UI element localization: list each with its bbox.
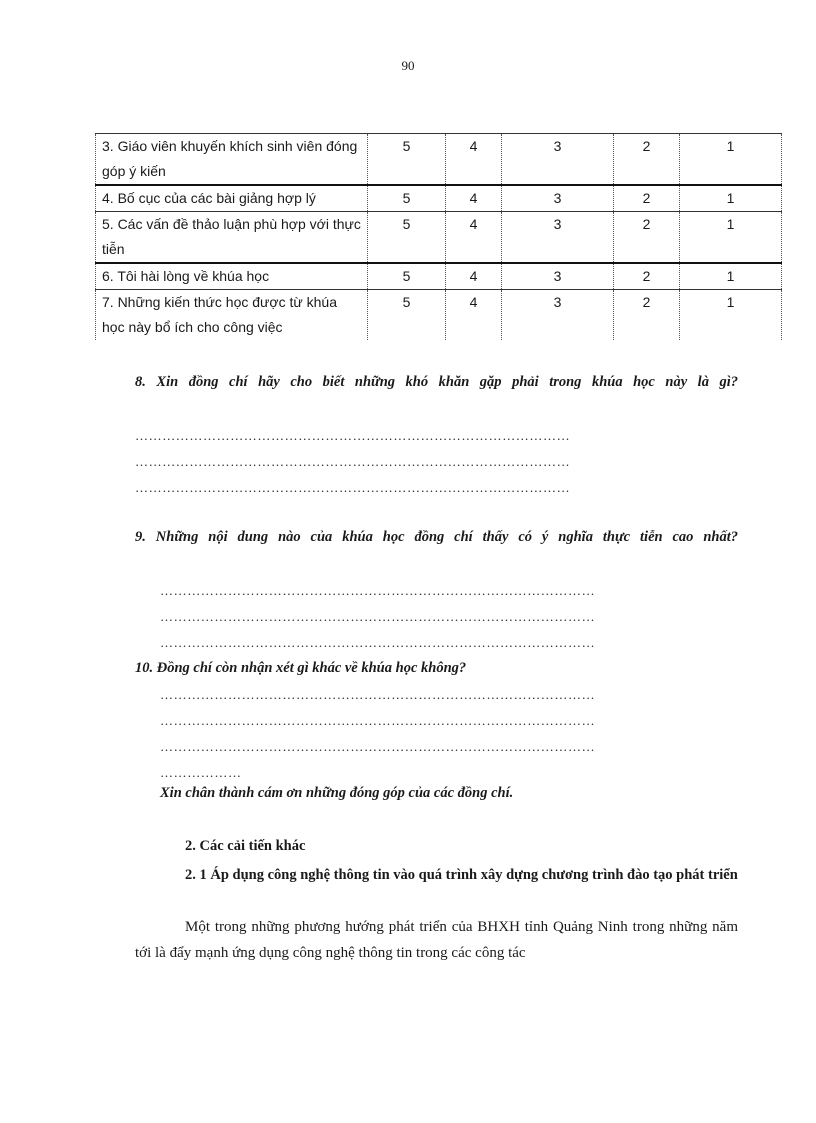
row-label: 6. Tôi hài lòng về khúa học <box>96 263 368 290</box>
row-label: 7. Những kiến thức học được từ khúa học này bổ ích cho công việc <box>96 290 368 341</box>
answer-line[interactable]: …………………………………………………………………………………… <box>160 687 596 702</box>
thank-you-note: Xin chân thành cám ơn những đóng góp của các đồng chí. <box>160 785 514 801</box>
score-cell: 4 <box>446 185 502 212</box>
score-cell: 4 <box>446 212 502 264</box>
answer-line[interactable]: …………………………………………………………………………………… <box>135 428 571 443</box>
table-row <box>96 290 782 341</box>
score-cell: 4 <box>446 134 502 186</box>
score-cell: 1 <box>680 212 782 264</box>
answer-line[interactable]: …………………………………………………………………………………… <box>160 609 596 624</box>
table-row <box>96 212 782 264</box>
row-label: 4. Bố cục của các bài giảng hợp lý <box>96 185 368 212</box>
paragraph-text: Một trong những phương hướng phát triển của BHXH tỉnh Quảng Ninh trong những năm tới là đẩy mạnh ứng dụng công nghệ thông tin trong các công tác <box>135 919 738 961</box>
answer-line[interactable]: …………………………………………………………………………………… <box>160 739 596 754</box>
score-cell: 5 <box>368 263 446 290</box>
score-cell: 2 <box>614 290 680 341</box>
score-cell: 3 <box>502 212 614 264</box>
score-cell: 5 <box>368 212 446 264</box>
table-row <box>96 185 782 212</box>
row-label: 5. Các vấn đề thảo luận phù hợp với thực tiễn <box>96 212 368 264</box>
question-10: 10. Đồng chí còn nhận xét gì khác về khúa học không? <box>135 660 467 676</box>
section-heading: 2. Các cải tiến khác <box>185 838 306 854</box>
score-cell: 4 <box>446 290 502 341</box>
score-cell: 1 <box>680 290 782 341</box>
subsection-heading: 2. 1 Áp dụng công nghệ thông tin vào quá trình xây dựng chương trình đào tạo phát triển <box>185 867 738 883</box>
score-cell: 1 <box>680 263 782 290</box>
question-9: 9. Những nội dung nào của khúa học đồng chí thấy có ý nghĩa thực tiễn cao nhất? <box>135 529 738 545</box>
answer-line[interactable]: …………………………………………………………………………………… <box>160 583 596 598</box>
answer-line[interactable]: ……………… <box>160 765 242 780</box>
table-row <box>96 134 782 186</box>
answer-line[interactable]: …………………………………………………………………………………… <box>160 635 596 650</box>
score-cell: 2 <box>614 185 680 212</box>
score-cell: 3 <box>502 263 614 290</box>
score-cell: 2 <box>614 134 680 186</box>
table-row <box>96 263 782 290</box>
score-cell: 5 <box>368 290 446 341</box>
score-cell: 4 <box>446 263 502 290</box>
body-paragraph <box>135 914 738 966</box>
rating-table <box>95 133 782 340</box>
row-label: 3. Giáo viên khuyến khích sinh viên đóng góp ý kiến <box>96 134 368 186</box>
score-cell: 1 <box>680 134 782 186</box>
score-cell: 1 <box>680 185 782 212</box>
answer-line[interactable]: …………………………………………………………………………………… <box>135 454 571 469</box>
score-cell: 3 <box>502 134 614 186</box>
question-8: 8. Xin đồng chí hãy cho biết những khó khăn gặp phải trong khúa học này là gì? <box>135 374 738 390</box>
score-cell: 3 <box>502 185 614 212</box>
page-number: 90 <box>401 58 415 73</box>
answer-line[interactable]: …………………………………………………………………………………… <box>160 713 596 728</box>
score-cell: 5 <box>368 134 446 186</box>
score-cell: 2 <box>614 212 680 264</box>
answer-line[interactable]: …………………………………………………………………………………… <box>135 480 571 495</box>
score-cell: 2 <box>614 263 680 290</box>
score-cell: 3 <box>502 290 614 341</box>
score-cell: 5 <box>368 185 446 212</box>
